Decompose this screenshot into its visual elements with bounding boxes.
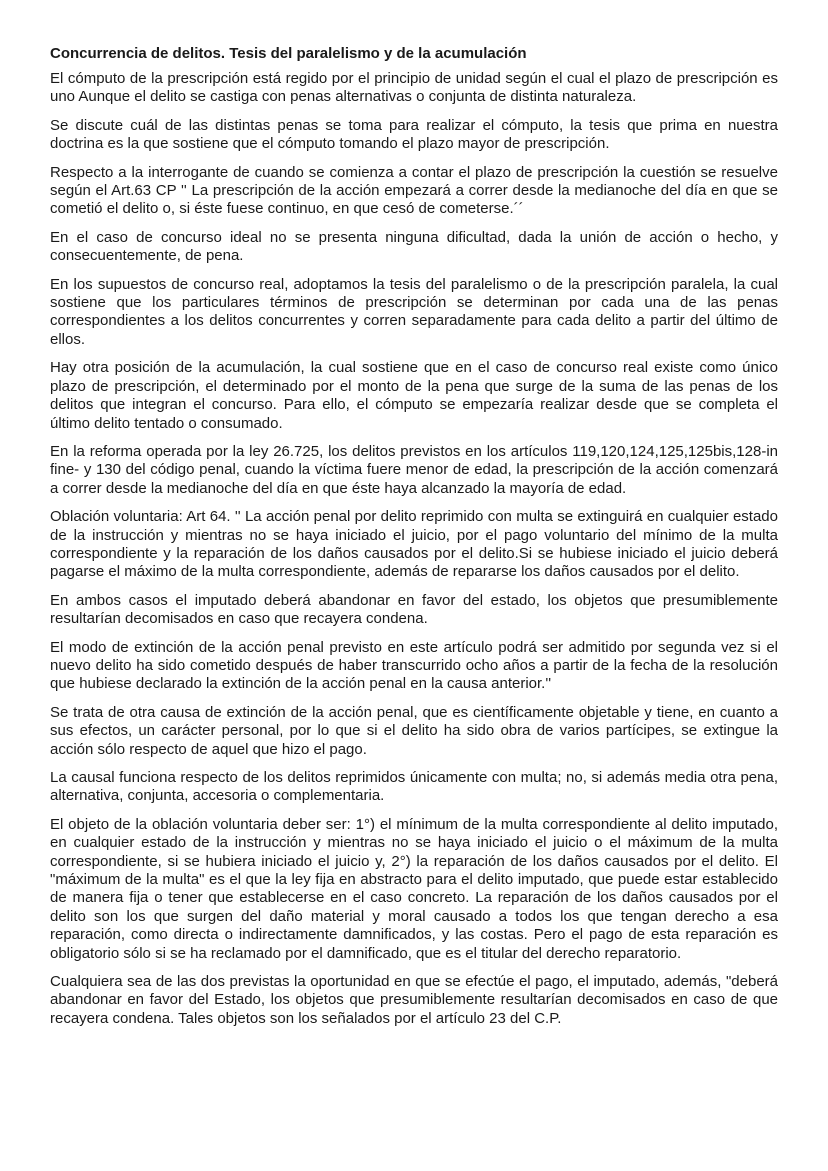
- paragraph: Se discute cuál de las distintas penas se toma para realizar el cómputo, la tesis que prima en nuestra doctrina es la que sostiene que el cómputo tomando el plazo mayor de prescripción.: [50, 116, 778, 153]
- document-page: [50, 44, 778, 1038]
- paragraph: En ambos casos el imputado deberá abandonar en favor del estado, los objetos que presumiblemente resultarían decomisados en caso que recayera condena.: [50, 591, 778, 628]
- paragraph: Hay otra posición de la acumulación, la cual sostiene que en el caso de concurso real existe como único plazo de prescripción, el determinado por el monto de la pena que surge de la suma de las penas de los delitos que integran el concurso. Para ello, el cómputo se empezaría realizar desde que se completa el último delito tentado o consumado.: [50, 359, 778, 432]
- paragraph: Se trata de otra causa de extinción de la acción penal, que es científicamente objetable y tiene, en cuanto a sus efectos, un carácter personal, por lo que si el delito ha sido obra de varios partícipes, se extingue la acción sólo respecto de aquel que hizo el pago.: [50, 703, 778, 758]
- paragraph: En la reforma operada por la ley 26.725, los delitos previstos en los artículos 119,120,124,125,125bis,128-in fine- y 130 del código penal, cuando la víctima fuere menor de edad, la prescripción de la acción comenzará a correr desde la medianoche del día en que éste haya alcanzado la mayoría de edad.: [50, 442, 778, 497]
- paragraph: Oblación voluntaria: Art 64. '' La acción penal por delito reprimido con multa se extinguirá en cualquier estado de la instrucción y mientras no se haya iniciado el juicio, por el pago voluntario del mínimo de la multa correspondiente y la reparación de los daños causados por el delito.Si se hubiese iniciado el juicio deberá pagarse el máximo de la multa correspondiente, además de repararse los daños causados por el delito.: [50, 508, 778, 581]
- paragraph: El modo de extinción de la acción penal previsto en este artículo podrá ser admitido por segunda vez si el nuevo delito ha sido cometido después de haber transcurrido ocho años a partir de la fecha de la resolución que hubiese declarado la extinción de la acción penal en la causa anterior.'': [50, 638, 778, 693]
- paragraph: El cómputo de la prescripción está regido por el principio de unidad según el cual el plazo de prescripción es uno Aunque el delito se castiga con penas alternativas o conjunta de distinta naturaleza.: [50, 70, 778, 106]
- paragraph: Respecto a la interrogante de cuando se comienza a contar el plazo de prescripción la cuestión se resuelve según el Art.63 CP '' La prescripción de la acción empezará a correr desde la medianoche del día en que se cometió el delito o, si éste fuese continuo, en que cesó de cometerse.´´: [50, 163, 778, 218]
- document-title: Concurrencia de delitos. Tesis del paralelismo y de la acumulación: [50, 45, 527, 62]
- paragraph: En los supuestos de concurso real, adoptamos la tesis del paralelismo o de la prescripción paralela, la cual sostiene que los particulares términos de prescripción se determinan por cada una de las penas correspondientes a los delitos concurrentes y corren separadamente para cada delito a partir del último de ellos.: [50, 275, 778, 348]
- paragraph: En el caso de concurso ideal no se presenta ninguna dificultad, dada la unión de acción o hecho, y consecuentemente, de pena.: [50, 228, 778, 265]
- paragraph: La causal funciona respecto de los delitos reprimidos únicamente con multa; no, si además media otra pena, alternativa, conjunta, accesoria o complementaria.: [50, 769, 778, 805]
- paragraph: Cualquiera sea de las dos previstas la oportunidad en que se efectúe el pago, el imputado, además, "deberá abandonar en favor del Estado, los objetos que presumiblemente resultarían decomisados en caso de que recayera condena. Tales objetos son los señalados por el artículo 23 del C.P.: [50, 973, 778, 1027]
- paragraph: El objeto de la oblación voluntaria deber ser: 1°) el mínimum de la multa correspondiente al delito imputado, en cualquier estado de la instrucción y mientras no se haya iniciado el juicio o el máximum de la multa correspondiente, si se hubiera iniciado el juicio y, 2°) la reparación de los daños causados por el delito. El "máximum de la multa" es el que la ley fija en abstracto para el delito imputado, que puede estar establecido de manera fija o tener que establecerse en el caso concreto. La reparación de los daños causados por el delito son los que surgen del daño material y moral causado a todos los que tengan derecho a esa reparación, como directa o indirectamente damnificados, y las costas. Pero el pago de esta reparación es obligatorio sólo si se ha reclamado por el damnificado, que es el titular del derecho reparatorio.: [50, 815, 778, 962]
